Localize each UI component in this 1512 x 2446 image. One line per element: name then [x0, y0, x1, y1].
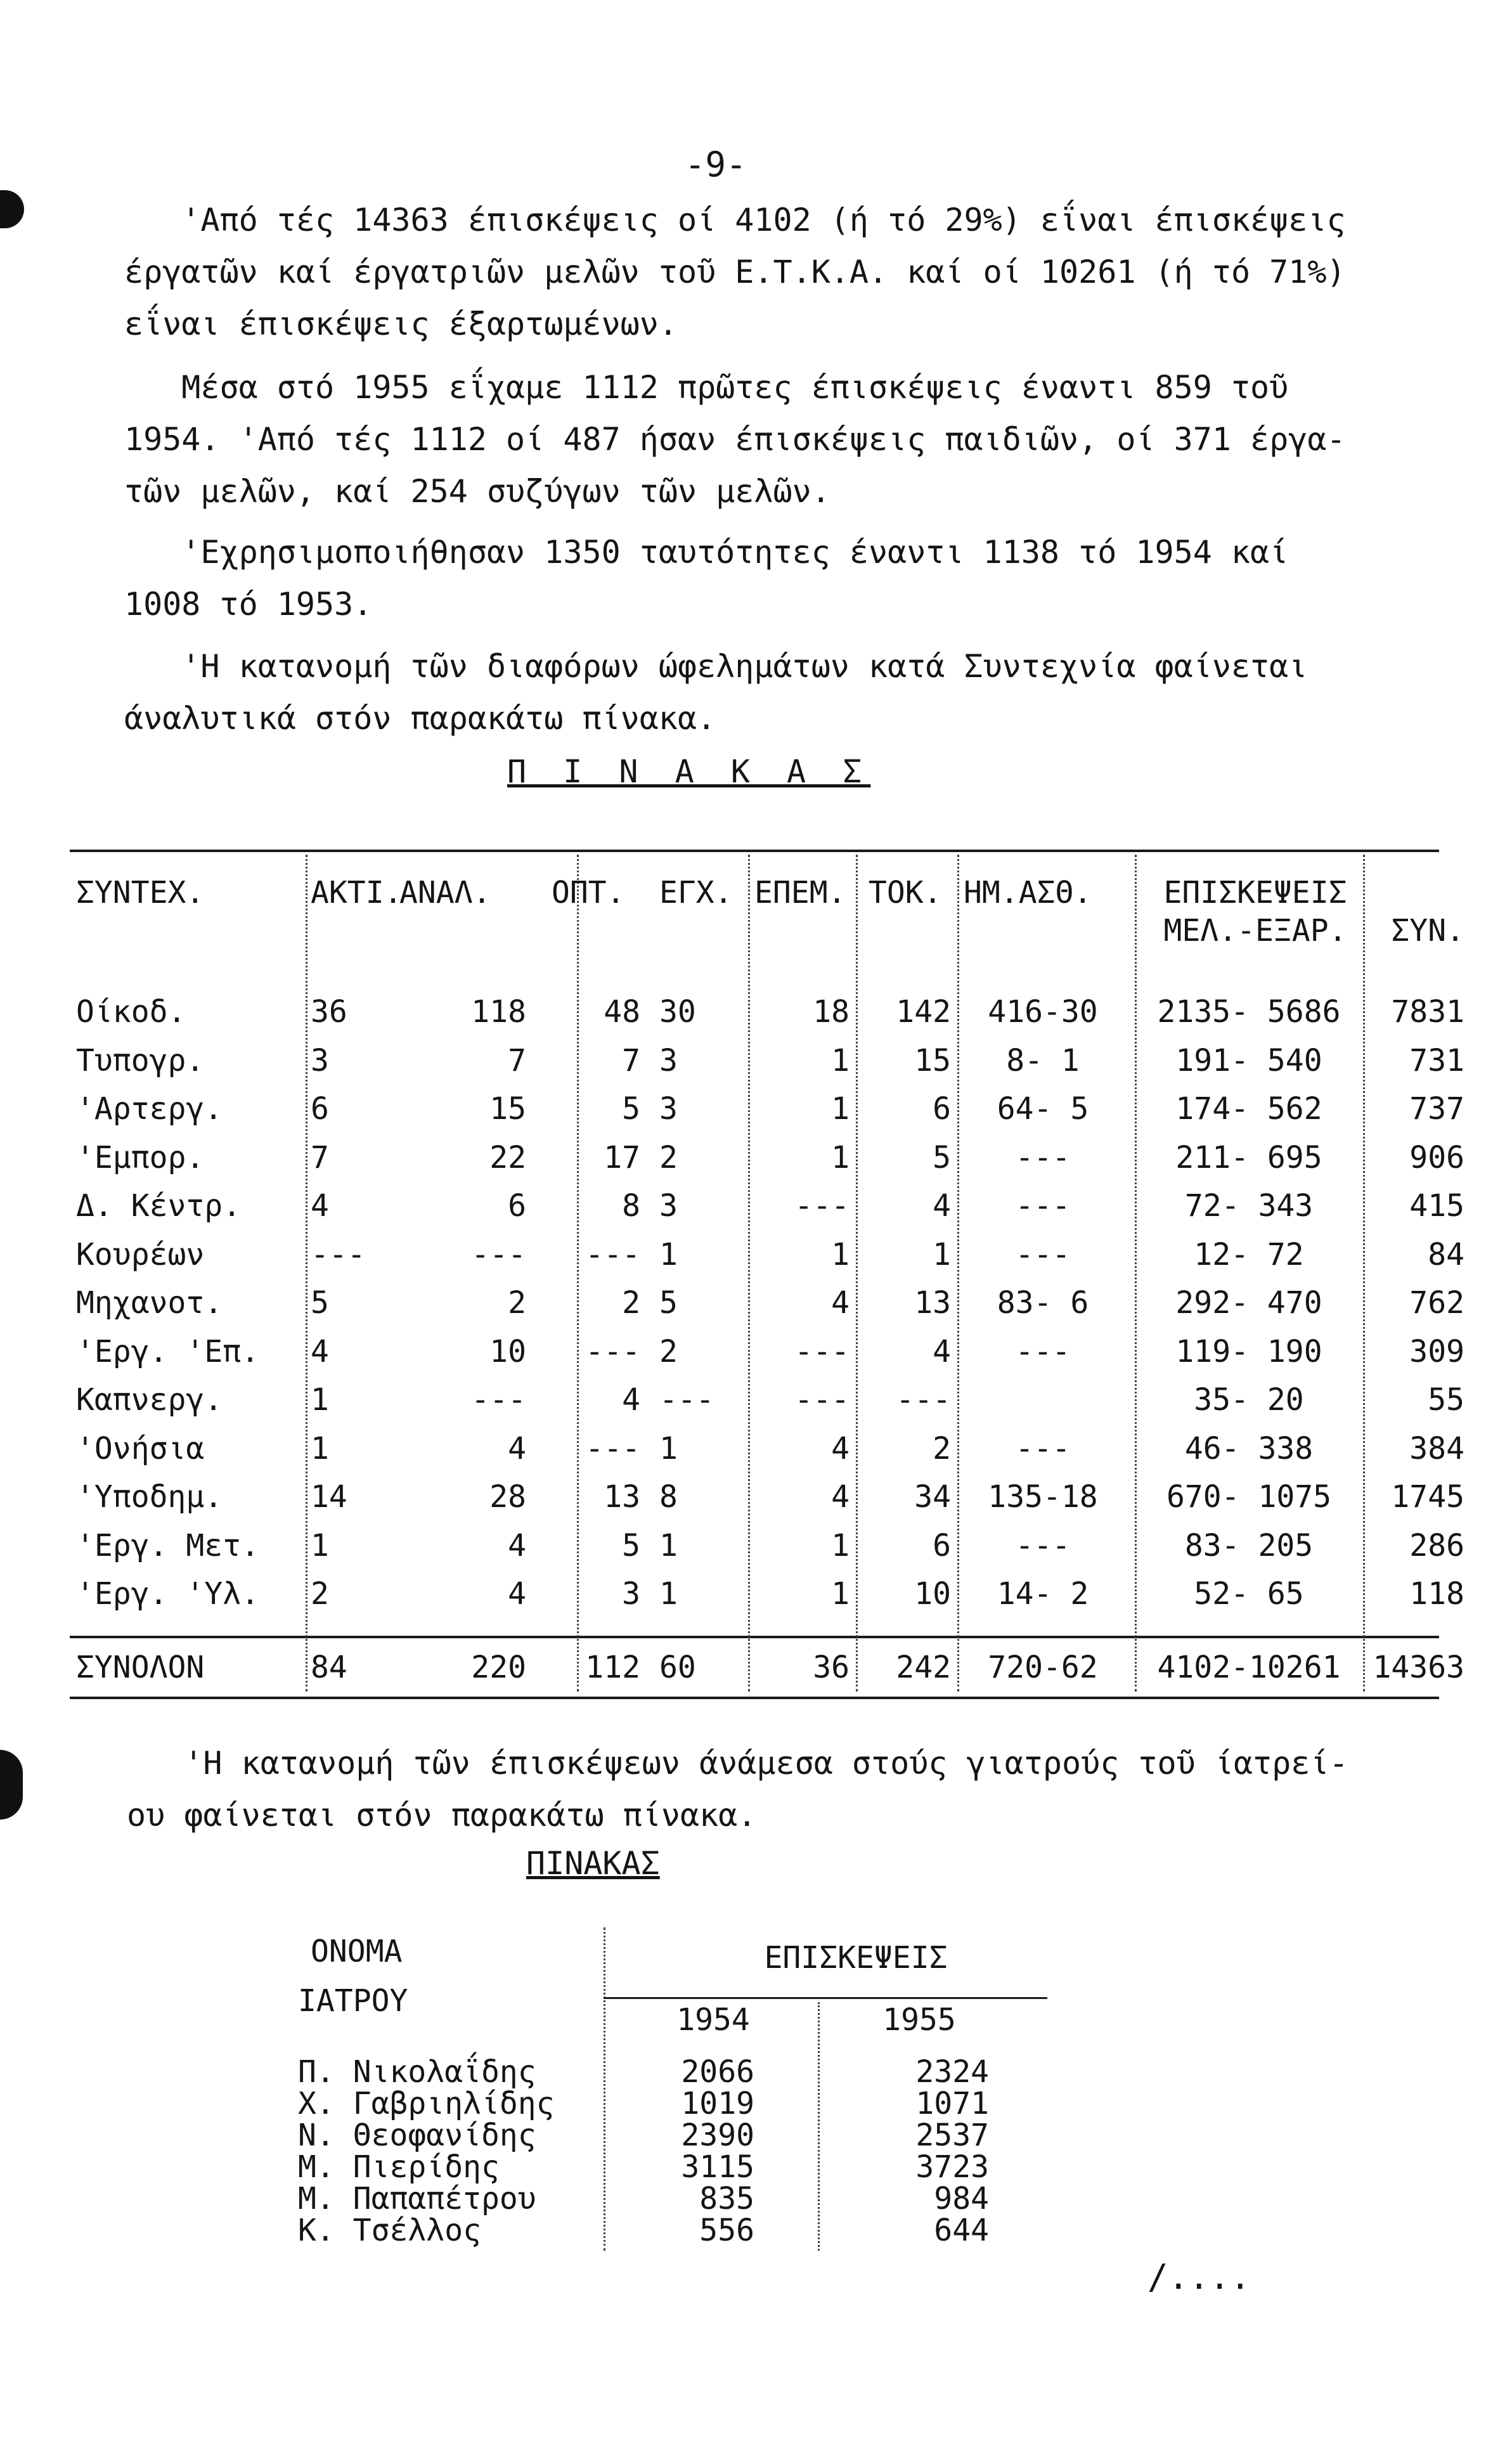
- table-cell: ---: [585, 1430, 640, 1466]
- row-label: 'Εργ. 'Επ.: [76, 1333, 259, 1369]
- visits-1954: 2390: [681, 2118, 754, 2153]
- table-cell: 6: [508, 1188, 526, 1224]
- table-cell: 4: [508, 1527, 526, 1563]
- table-cell: 1: [933, 1236, 951, 1272]
- table-cell: 52- 65: [1194, 1576, 1304, 1612]
- page-number: -9-: [685, 145, 747, 184]
- total-cell: 112: [585, 1650, 640, 1685]
- column-header: ΑΝΑΛ.: [399, 875, 491, 910]
- table-cell: 55: [1428, 1382, 1464, 1418]
- table-cell: 15: [489, 1091, 526, 1127]
- text-line: άναλυτικά στόν παρακάτω πίνακα.: [124, 700, 716, 737]
- table-cell: 4: [622, 1382, 640, 1418]
- year-header: 1955: [882, 2002, 956, 2038]
- column-header: ΜΕΛ.-ΕΞΑΡ.: [1163, 913, 1347, 948]
- table-cell: 14: [311, 1479, 347, 1515]
- table-cell: 35- 20: [1194, 1382, 1304, 1418]
- table-cell: 415: [1409, 1188, 1464, 1224]
- table-cell: 174- 562: [1175, 1091, 1322, 1127]
- row-label: Μηχανοτ.: [76, 1285, 223, 1321]
- table-cell: 2: [933, 1430, 951, 1466]
- table-cell: 15: [914, 1042, 951, 1078]
- table-cell: 17: [604, 1139, 640, 1175]
- table-cell: 309: [1409, 1333, 1464, 1369]
- table-cell: 292- 470: [1175, 1285, 1322, 1321]
- table-cell: 3: [622, 1576, 640, 1612]
- table-cell: ---: [1015, 1430, 1071, 1466]
- text-line: έργατῶν καί έργατριῶν μελῶν τοῦ Ε.Τ.Κ.Α. καί οί 10261 (ή τό 71%): [124, 254, 1346, 290]
- table-cell: 416-30: [988, 994, 1098, 1030]
- table-cell: 34: [914, 1479, 951, 1515]
- total-cell: 4102-10261: [1157, 1650, 1341, 1685]
- table-cell: 5: [622, 1091, 640, 1127]
- table-cell: 64- 5: [997, 1091, 1089, 1127]
- visits-1955: 644: [934, 2213, 989, 2248]
- table-cell: 8: [622, 1188, 640, 1224]
- table-cell: 1745: [1391, 1479, 1464, 1515]
- table-cell: ---: [794, 1188, 850, 1224]
- paragraph-ids: [124, 526, 1411, 630]
- table-cell: ---: [1015, 1188, 1071, 1224]
- table-cell: 3: [659, 1042, 678, 1078]
- table-cell: 46- 338: [1184, 1430, 1314, 1466]
- table-cell: 4: [933, 1188, 951, 1224]
- table-cell: 6: [933, 1527, 951, 1563]
- table-cell: 384: [1409, 1430, 1464, 1466]
- table-cell: 118: [1409, 1576, 1464, 1612]
- table-cell: 83- 205: [1184, 1527, 1314, 1563]
- column-header: ΤΟΚ.: [869, 875, 942, 910]
- table-cell: 1: [659, 1576, 678, 1612]
- table-cell: 84: [1428, 1236, 1464, 1272]
- table-cell: 906: [1409, 1139, 1464, 1175]
- table-cell: 4: [831, 1479, 850, 1515]
- table-rule: [70, 1636, 1439, 1638]
- table1-title: Π Ι Ν Α Κ Α Σ: [507, 753, 871, 790]
- table-cell: 4: [311, 1333, 329, 1369]
- column-divider: [856, 855, 858, 1692]
- row-label: Δ. Κέντρ.: [76, 1188, 242, 1224]
- table-cell: 1: [311, 1382, 329, 1418]
- table-cell: 211- 695: [1175, 1139, 1322, 1175]
- visits-1955: 2537: [915, 2118, 989, 2153]
- total-cell: 84: [311, 1650, 347, 1685]
- doctor-name: Κ. Τσέλλος: [298, 2213, 481, 2248]
- table-cell: ---: [311, 1236, 366, 1272]
- column-divider: [604, 1927, 605, 2251]
- table-cell: 1: [659, 1527, 678, 1563]
- column-divider: [818, 2002, 820, 2251]
- total-cell: 242: [896, 1650, 951, 1685]
- table-cell: 4: [508, 1576, 526, 1612]
- table-cell: 1: [831, 1527, 850, 1563]
- table-cell: 2: [622, 1285, 640, 1321]
- table-cell: 3: [659, 1091, 678, 1127]
- table-cell: 1: [311, 1430, 329, 1466]
- table-cell: 6: [311, 1091, 329, 1127]
- table-cell: 13: [604, 1479, 640, 1515]
- table-cell: 2: [508, 1285, 526, 1321]
- table-cell: 30: [659, 994, 696, 1030]
- table-cell: 1: [659, 1236, 678, 1272]
- table-cell: 670- 1075: [1166, 1479, 1332, 1515]
- table-cell: 5: [622, 1527, 640, 1563]
- column-header: ΣΥΝ.: [1391, 913, 1464, 948]
- table-cell: 1: [311, 1527, 329, 1563]
- text-line: 'Εχρησιμοποιήθησαν 1350 ταυτότητες έναντι 1138 τό 1954 καί: [124, 534, 1289, 571]
- table2-title: ΠΙΝΑΚΑΣ: [526, 1845, 660, 1882]
- year-header: 1954: [676, 2002, 750, 2038]
- visits-1955: 984: [934, 2181, 989, 2216]
- visits-1954: 835: [699, 2181, 754, 2216]
- paragraph-distribution: [124, 640, 1411, 744]
- column-header: ΑΚΤΙ.: [311, 875, 403, 910]
- table-cell: 8- 1: [1006, 1042, 1080, 1078]
- table-cell: 1: [831, 1139, 850, 1175]
- column-divider: [306, 855, 307, 1692]
- doctor-name: Ν. Θεοφανίδης: [298, 2118, 536, 2153]
- row-label: 'Ονήσια: [76, 1430, 205, 1466]
- paragraph-first-visits: [124, 361, 1411, 517]
- table-cell: 2135- 5686: [1157, 994, 1341, 1030]
- table-cell: 4: [933, 1333, 951, 1369]
- table-cell: 5: [933, 1139, 951, 1175]
- table-cell: 8: [659, 1479, 678, 1515]
- table-cell: 7: [311, 1139, 329, 1175]
- total-cell: 220: [471, 1650, 526, 1685]
- visits-1955: 2324: [915, 2054, 989, 2090]
- table-cell: 3: [311, 1042, 329, 1078]
- table-rule: [70, 850, 1439, 852]
- row-label: Οίκοδ.: [76, 994, 186, 1030]
- table-cell: 6: [933, 1091, 951, 1127]
- table-cell: ---: [794, 1382, 850, 1418]
- doctor-name: Χ. Γαβριηλίδης: [298, 2086, 555, 2121]
- table-cell: 4: [831, 1430, 850, 1466]
- table-cell: 28: [489, 1479, 526, 1515]
- table-cell: 1: [831, 1236, 850, 1272]
- visits-1954: 3115: [681, 2149, 754, 2185]
- table-cell: 4: [508, 1430, 526, 1466]
- table-cell: ---: [1015, 1236, 1071, 1272]
- table-cell: 10: [489, 1333, 526, 1369]
- table-cell: 10: [914, 1576, 951, 1612]
- row-label: 'Υποδημ.: [76, 1479, 223, 1515]
- column-divider: [748, 855, 750, 1692]
- scan-mark: [0, 190, 24, 228]
- table-cell: 118: [471, 994, 526, 1030]
- table-cell: 2: [311, 1576, 329, 1612]
- column-header: ΕΓΧ.: [659, 875, 733, 910]
- total-cell: 60: [659, 1650, 696, 1685]
- doctor-name: Μ. Πιερίδης: [298, 2149, 500, 2185]
- column-divider: [957, 855, 959, 1692]
- text-line: Μέσα στό 1955 εΐχαμε 1112 πρῶτες έπισκέψεις έναντι 859 τοῦ: [124, 369, 1289, 406]
- table-cell: 286: [1409, 1527, 1464, 1563]
- column-header: ΕΠΙΣΚΕΨΕΙΣ: [764, 1940, 948, 1976]
- table-cell: 3: [659, 1188, 678, 1224]
- table-cell: 191- 540: [1175, 1042, 1322, 1078]
- column-header: ΕΠΙΣΚΕΨΕΙΣ: [1163, 875, 1347, 910]
- table-cell: 737: [1409, 1091, 1464, 1127]
- doctor-name: Μ. Παπαπέτρου: [298, 2181, 536, 2216]
- text-line: εΐναι έπισκέψεις έξαρτωμένων.: [124, 306, 678, 342]
- text-line: 'Η κατανομή τῶν διαφόρων ώφελημάτων κατά Συντεχνία φαίνεται: [124, 648, 1308, 685]
- text-line: ου φαίνεται στόν παρακάτω πίνακα.: [127, 1797, 757, 1834]
- column-header: ΗΜ.ΑΣΘ.: [964, 875, 1092, 910]
- column-divider: [577, 855, 579, 1692]
- table-cell: ---: [1015, 1527, 1071, 1563]
- visits-1955: 3723: [915, 2149, 989, 2185]
- doctor-name: Π. Νικολαΐδης: [298, 2054, 536, 2090]
- column-divider: [1135, 855, 1137, 1692]
- table-cell: ---: [794, 1333, 850, 1369]
- text-line: 1008 τό 1953.: [124, 586, 373, 623]
- continuation-mark: /....: [1147, 2257, 1251, 2297]
- text-line: 1954. 'Από τές 1112 οί 487 ήσαν έπισκέψεις παιδιῶν, οί 371 έργα-: [124, 421, 1346, 458]
- column-header: ΕΠΕΜ.: [754, 875, 846, 910]
- column-header: ΙΑΤΡΟΥ: [298, 1983, 408, 2019]
- visits-1954: 2066: [681, 2054, 754, 2090]
- table-cell: 1: [831, 1576, 850, 1612]
- table-cell: 5: [311, 1285, 329, 1321]
- table-cell: ---: [471, 1382, 526, 1418]
- table-cell: 1: [831, 1042, 850, 1078]
- table-cell: 142: [896, 994, 951, 1030]
- table-cell: 4: [311, 1188, 329, 1224]
- paragraph-doctors: [127, 1737, 1414, 1841]
- table-cell: 1: [659, 1430, 678, 1466]
- row-label: 'Εμπορ.: [76, 1139, 205, 1175]
- table-cell: 1: [831, 1091, 850, 1127]
- table-cell: 72- 343: [1184, 1188, 1314, 1224]
- table-cell: 731: [1409, 1042, 1464, 1078]
- table-cell: 2: [659, 1333, 678, 1369]
- column-header: ΟΠΤ.: [552, 875, 625, 910]
- text-line: τῶν μελῶν, καί 254 συζύγων τῶν μελῶν.: [124, 473, 830, 510]
- table-cell: ---: [1015, 1139, 1071, 1175]
- table-cell: 7: [622, 1042, 640, 1078]
- table-cell: 2: [659, 1139, 678, 1175]
- row-label: Κουρέων: [76, 1236, 205, 1272]
- table-cell: 13: [914, 1285, 951, 1321]
- row-label: 'Αρτεργ.: [76, 1091, 223, 1127]
- table-cell: ---: [471, 1236, 526, 1272]
- table-cell: ---: [585, 1236, 640, 1272]
- text-line: 'Η κατανομή τῶν έπισκέψεων άνάμεσα στούς γιατρούς τοῦ ίατρεί-: [127, 1745, 1348, 1782]
- row-label: 'Εργ. 'Υλ.: [76, 1576, 259, 1612]
- table-cell: 83- 6: [997, 1285, 1089, 1321]
- visits-1954: 556: [699, 2213, 754, 2248]
- row-label: Καπνεργ.: [76, 1382, 223, 1418]
- table-cell: ---: [896, 1382, 951, 1418]
- table-cell: 18: [813, 994, 850, 1030]
- table-cell: ---: [585, 1333, 640, 1369]
- table-cell: ---: [1015, 1333, 1071, 1369]
- table-cell: 135-18: [988, 1479, 1098, 1515]
- column-header: ΣΥΝΤΕΧ.: [76, 875, 205, 910]
- visits-1954: 1019: [681, 2086, 754, 2121]
- column-header: ΟΝΟΜΑ: [311, 1934, 403, 1969]
- table-cell: 7: [508, 1042, 526, 1078]
- table-cell: 7831: [1391, 994, 1464, 1030]
- row-label: 'Εργ. Μετ.: [76, 1527, 259, 1563]
- scan-mark: [0, 1750, 23, 1820]
- table-cell: 5: [659, 1285, 678, 1321]
- paragraph-visits: [124, 194, 1411, 350]
- table-cell: 48: [604, 994, 640, 1030]
- table-cell: 22: [489, 1139, 526, 1175]
- row-label: Τυπογρ.: [76, 1042, 205, 1078]
- table-cell: 36: [311, 994, 347, 1030]
- column-divider: [1363, 855, 1365, 1692]
- total-cell: 720-62: [988, 1650, 1098, 1685]
- table-cell: 119- 190: [1175, 1333, 1322, 1369]
- table-cell: ---: [659, 1382, 714, 1418]
- table-cell: 762: [1409, 1285, 1464, 1321]
- visits-1955: 1071: [915, 2086, 989, 2121]
- total-cell: 36: [813, 1650, 850, 1685]
- text-line: 'Από τές 14363 έπισκέψεις οί 4102 (ή τό 29%) εΐναι έπισκέψεις: [124, 202, 1346, 238]
- table-rule: [70, 1697, 1439, 1699]
- table-cell: 12- 72: [1194, 1236, 1304, 1272]
- table-cell: 14- 2: [997, 1576, 1089, 1612]
- total-label: ΣΥΝΟΛΟΝ: [76, 1650, 205, 1685]
- total-cell: 14363: [1373, 1650, 1464, 1685]
- table-rule: [604, 1997, 1047, 1999]
- table-cell: 4: [831, 1285, 850, 1321]
